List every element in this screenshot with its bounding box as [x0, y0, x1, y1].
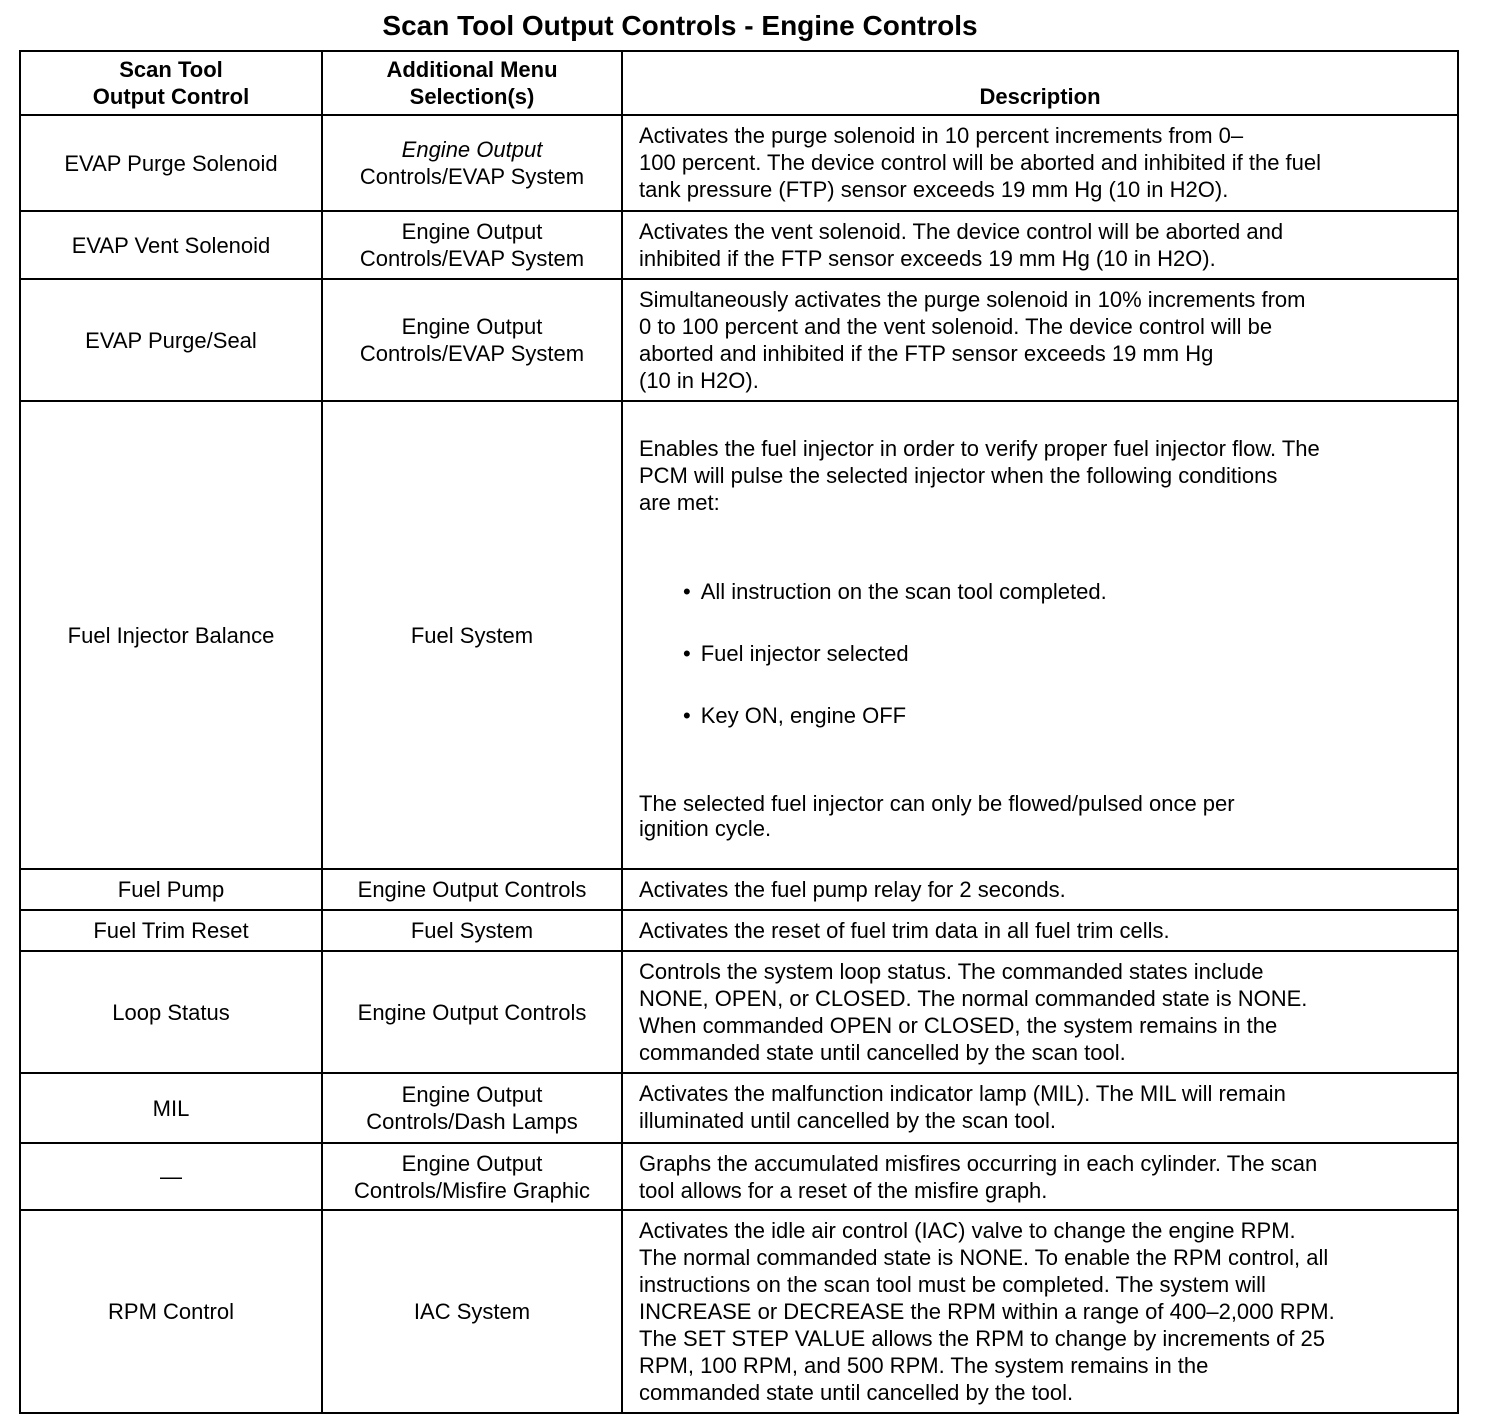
output-control-cell: EVAP Vent Solenoid [20, 211, 322, 279]
document-title: Scan Tool Output Controls - Engine Controls [382, 10, 978, 41]
menu-selection-cell: Engine Output Controls [322, 951, 622, 1073]
menu-selection-cell: Fuel System [322, 401, 622, 869]
menu-selection-cell: Engine Output Controls/EVAP System [322, 211, 622, 279]
table-row [20, 401, 1458, 869]
table-row [20, 1143, 1458, 1210]
output-control-cell: — [20, 1143, 322, 1210]
table-row [20, 1210, 1458, 1413]
condition-list [639, 547, 1441, 760]
menu-text: Controls/EVAP System [359, 164, 585, 189]
description-cell: Graphs the accumulated misfires occurring in each cylinder. The scan tool allows for a reset of the misfire graph. [622, 1143, 1458, 1210]
menu-selection-cell: Fuel System [322, 910, 622, 951]
menu-selection-cell: Engine Output Controls/Dash Lamps [322, 1073, 622, 1143]
table-row [20, 951, 1458, 1073]
condition-item: • Fuel injector selected [683, 636, 1441, 671]
description-cell: Controls the system loop status. The commanded states include NONE, OPEN, or CLOSED. The normal commanded state is NONE. When commanded OPEN or CLOSED, the system remains in the commanded state until cancelled by the scan tool. [622, 951, 1458, 1073]
description-cell: Activates the vent solenoid. The device control will be aborted and inhibited if the FTP sensor exceeds 19 mm Hg (10 in H2O). [622, 211, 1458, 279]
output-control-cell: RPM Control [20, 1210, 322, 1413]
header-description: Description [622, 51, 1458, 115]
condition-item: • Key ON, engine OFF [683, 698, 1441, 733]
table-row [20, 115, 1458, 211]
output-control-cell: Fuel Pump [20, 869, 322, 910]
output-control-cell: Fuel Trim Reset [20, 910, 322, 951]
output-control-cell: EVAP Purge Solenoid [20, 115, 322, 211]
menu-italic-text: Engine Output [401, 137, 543, 162]
table-row [20, 910, 1458, 951]
header-row [20, 51, 1458, 115]
header-output-control: Scan Tool Output Control [20, 51, 322, 115]
menu-selection-cell: IAC System [322, 1210, 622, 1413]
description-cell: Activates the reset of fuel trim data in all fuel trim cells. [622, 910, 1458, 951]
menu-selection-cell: Engine Output Controls/Misfire Graphic [322, 1143, 622, 1210]
header-menu-selection: Additional Menu Selection(s) [322, 51, 622, 115]
description-note: The selected fuel injector can only be flowed/pulsed once per ignition cycle. [639, 791, 1235, 841]
menu-selection-cell: Engine Output Controls/EVAP System [322, 279, 622, 401]
description-intro: Enables the fuel injector in order to verify proper fuel injector flow. The PCM will pulse the selected injector when the following conditions are met: [639, 436, 1320, 515]
description-cell: Activates the idle air control (IAC) valve to change the engine RPM. The normal commanded state is NONE. To enable the RPM control, all instructions on the scan tool must be completed. The system will INCREASE or DECREASE the RPM within a range of 400–2,000 RPM. The SET STEP VALUE allows the RPM to change by increments of 25 RPM, 100 RPM, and 500 RPM. The system remains in the commanded state until cancelled by the tool. [622, 1210, 1458, 1413]
table-row [20, 211, 1458, 279]
menu-selection-cell [322, 115, 622, 211]
output-controls-table [19, 50, 1459, 1414]
output-control-cell: MIL [20, 1073, 322, 1143]
description-cell: Activates the malfunction indicator lamp (MIL). The MIL will remain illuminated until cancelled by the scan tool. [622, 1073, 1458, 1143]
condition-item: • All instruction on the scan tool completed. [683, 574, 1441, 609]
description-cell: Activates the purge solenoid in 10 percent increments from 0– 100 percent. The device control will be aborted and inhibited if the fuel tank pressure (FTP) sensor exceeds 19 mm Hg (10 in H2O). [622, 115, 1458, 211]
description-cell: Activates the fuel pump relay for 2 seconds. [622, 869, 1458, 910]
output-control-cell: Fuel Injector Balance [20, 401, 322, 869]
table-row [20, 1073, 1458, 1143]
menu-selection-cell: Engine Output Controls [322, 869, 622, 910]
table-row [20, 279, 1458, 401]
output-control-cell: Loop Status [20, 951, 322, 1073]
output-control-cell: EVAP Purge/Seal [20, 279, 322, 401]
description-cell: Simultaneously activates the purge solenoid in 10% increments from 0 to 100 percent and the vent solenoid. The device control will be aborted and inhibited if the FTP sensor exceeds 19 mm Hg (10 in H2O). [622, 279, 1458, 401]
table-row [20, 869, 1458, 910]
description-cell [622, 401, 1458, 869]
